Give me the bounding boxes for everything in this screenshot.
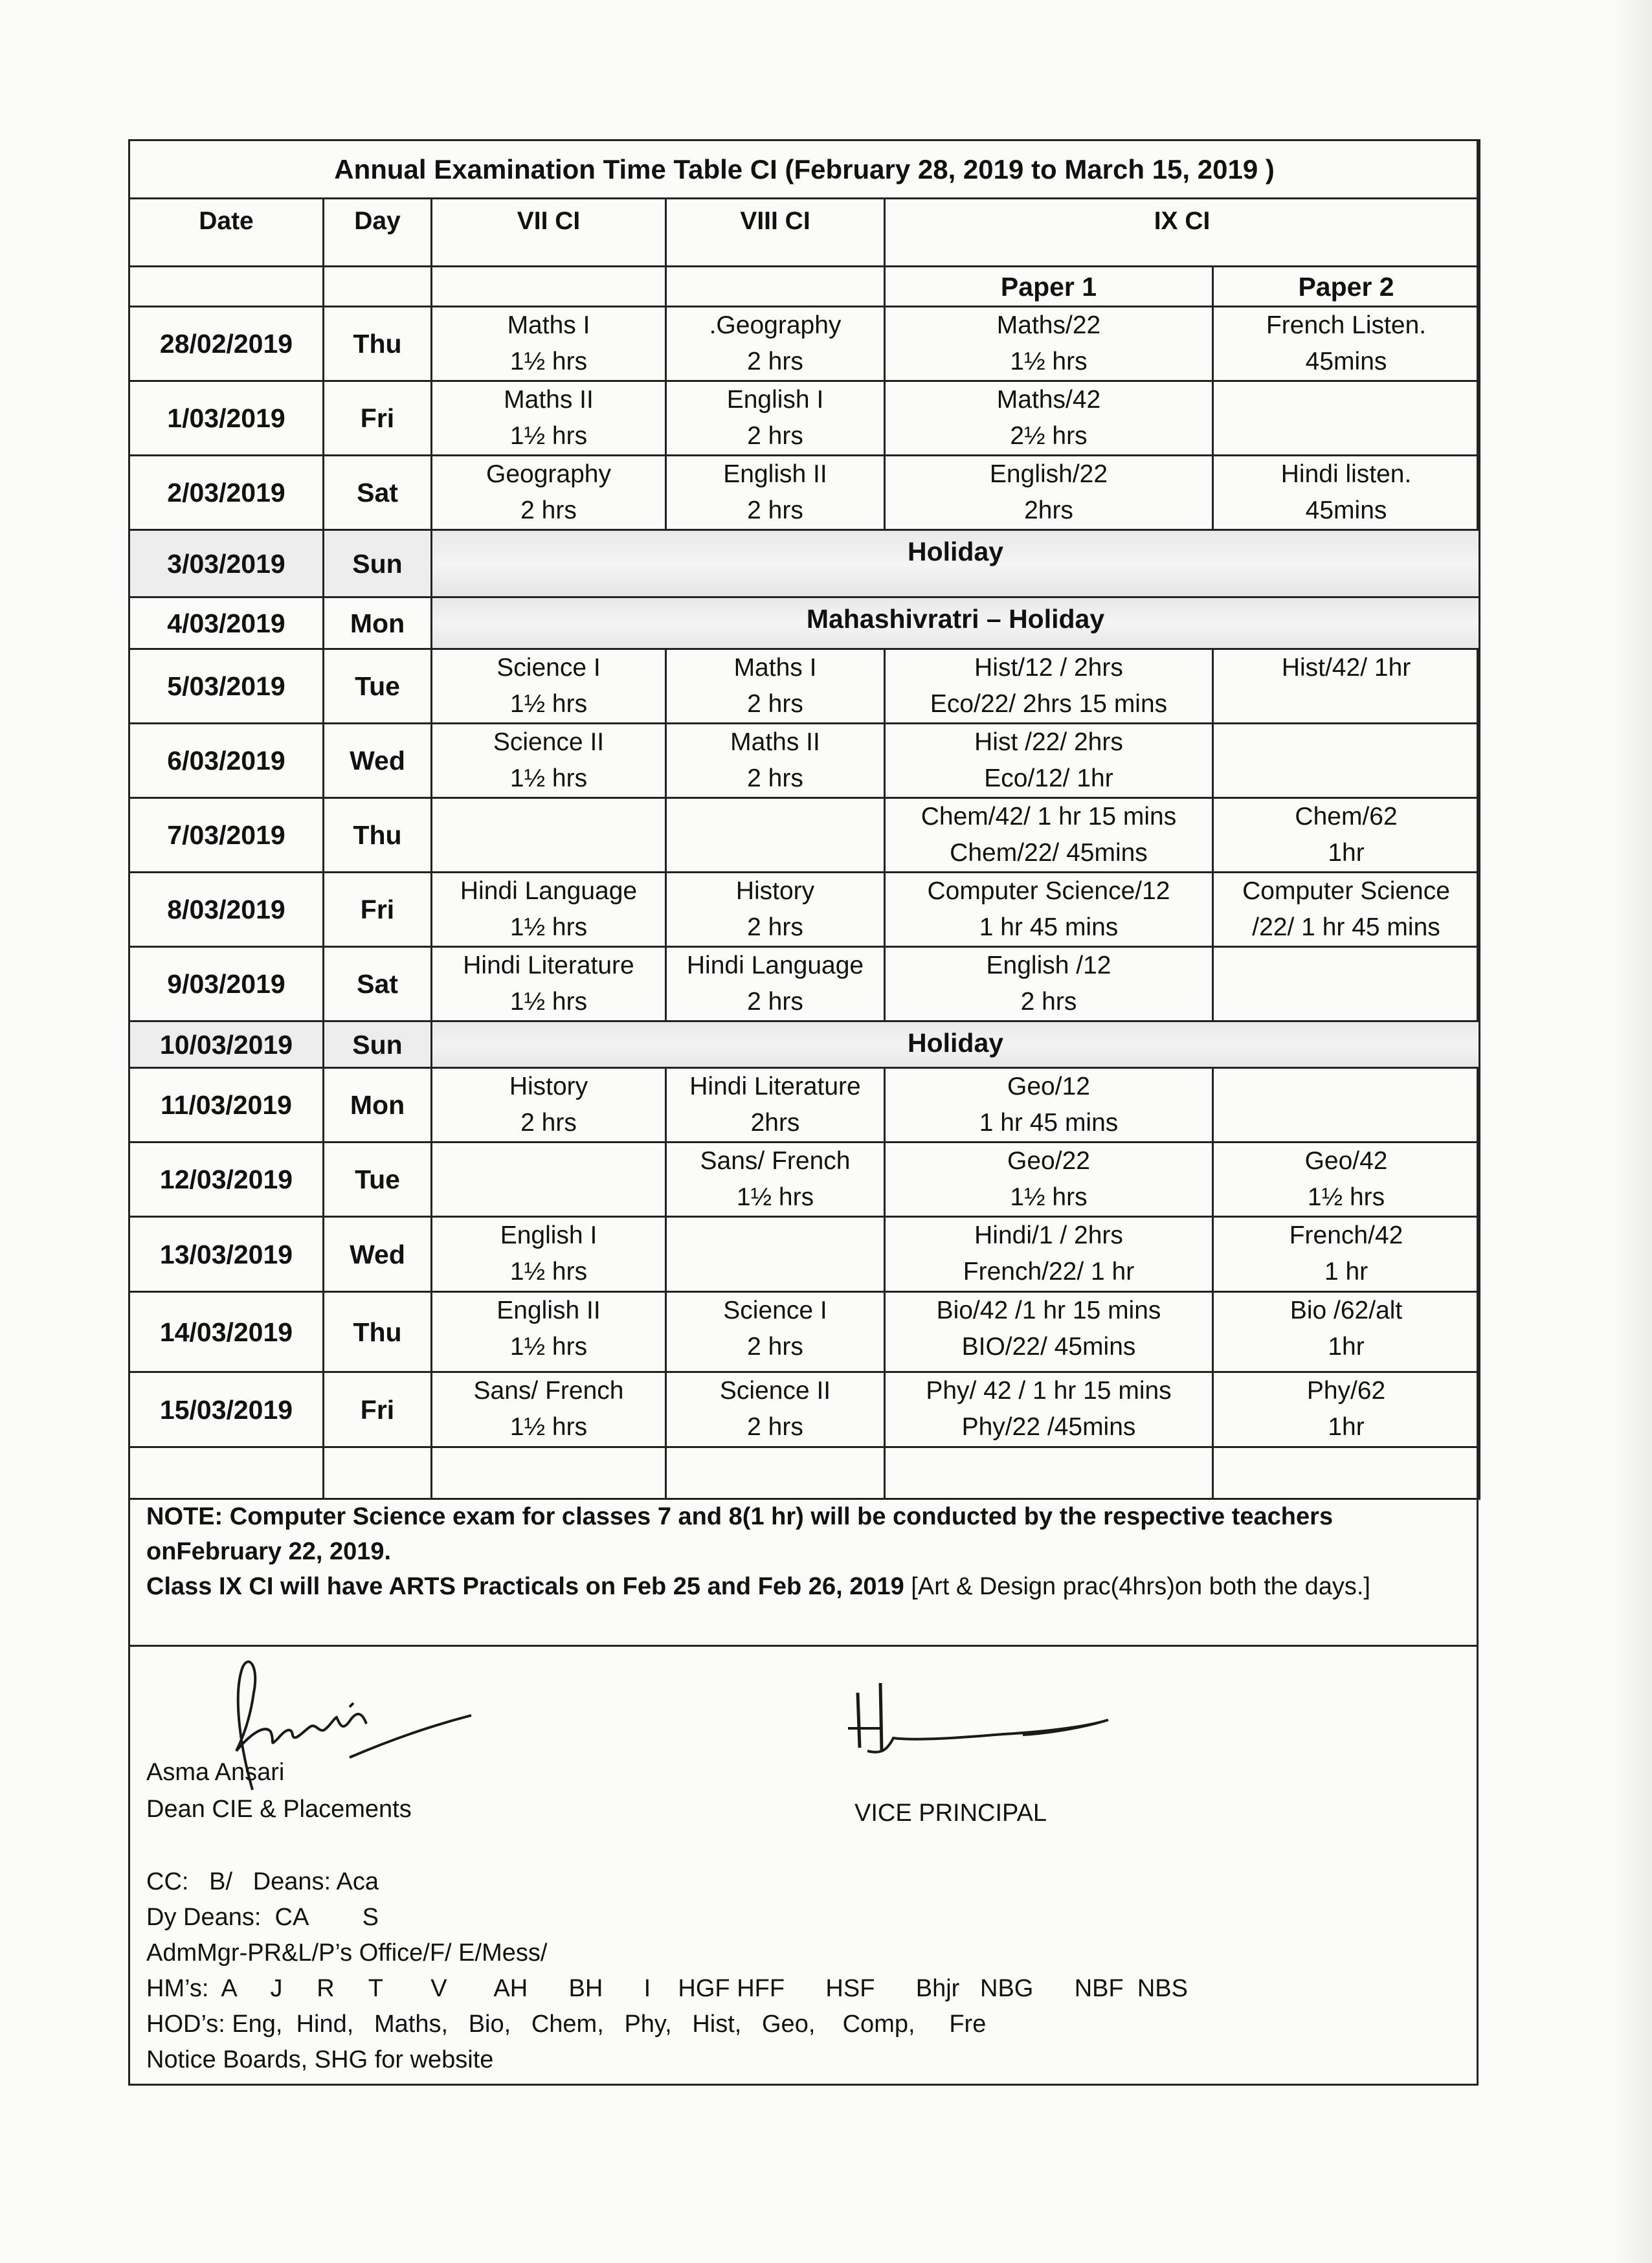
viii-ci-cell-line: 2 hrs: [747, 1413, 803, 1441]
table-row: [129, 1143, 1480, 1217]
header-date: Date: [129, 199, 324, 267]
viii-ci-cell-line: 2 hrs: [747, 764, 803, 792]
blank-cell: [324, 267, 432, 307]
vice-principal-title: VICE PRINCIPAL: [854, 1800, 1047, 1827]
viii-ci-cell: [666, 1068, 885, 1143]
table-row: [129, 530, 1480, 597]
blank-cell: [432, 1447, 666, 1499]
table-row: [129, 798, 1480, 873]
paper-1-cell: [885, 381, 1213, 456]
vii-ci-cell-line: 1½ hrs: [509, 1258, 588, 1286]
paper-1-cell-line: Geo/12: [1007, 1073, 1090, 1100]
paper-2-cell-line: [1216, 984, 1476, 1020]
table-row: [129, 1217, 1480, 1292]
note-line-3: [146, 1569, 1467, 1604]
holiday-cell: Holiday: [432, 1021, 1480, 1068]
paper-2-cell: [1213, 381, 1480, 456]
vii-ci-cell-line: Hindi Literature: [463, 952, 634, 979]
paper-2-cell: [1213, 1372, 1480, 1447]
paper-2-cell-line: 1hr: [1328, 1333, 1365, 1361]
paper-2-cell-line: Bio /62/alt: [1289, 1297, 1403, 1324]
cc-line: Notice Boards, SHG for website: [146, 2046, 494, 2073]
table-row: [129, 381, 1480, 456]
vii-ci-cell-line: 1½ hrs: [509, 988, 588, 1016]
table-row: [129, 597, 1480, 649]
blank-cell: [666, 1447, 885, 1499]
paper-2-cell: [1213, 1292, 1480, 1372]
vii-ci-cell-line: [435, 799, 662, 835]
blank-cell: [666, 267, 885, 307]
paper-2-cell: [1213, 1143, 1480, 1217]
viii-ci-cell-line: Science I: [723, 1297, 827, 1324]
note-line-2: onFebruary 22, 2019.: [146, 1538, 392, 1565]
paper-2-cell-line: [1216, 686, 1476, 722]
date-cell: 8/03/2019: [129, 873, 324, 947]
viii-ci-cell-line: 2 hrs: [747, 988, 803, 1016]
vii-ci-cell: [432, 307, 666, 381]
vii-ci-cell-line: 1½ hrs: [509, 690, 588, 718]
table-row: [129, 649, 1480, 724]
viii-ci-cell: [666, 873, 885, 947]
vii-ci-cell-line: [435, 1143, 662, 1179]
day-cell: Fri: [324, 381, 432, 456]
day-cell: Sat: [324, 947, 432, 1021]
timetable-title: Annual Examination Time Table CI (February 28, 2019 to March 15, 2019 ): [129, 140, 1480, 199]
vice-principal-signature: [842, 1680, 1126, 1764]
day-cell: Mon: [324, 1068, 432, 1143]
vii-ci-cell-line: 1½ hrs: [509, 422, 588, 450]
cc-line: HM’s: A J R T V AH BH I HGF HFF HSF Bhjr NBG NBF NBS: [146, 1975, 1188, 2002]
paper-2-cell-line: 1 hr: [1324, 1258, 1368, 1286]
paper-2-cell-line: 45mins: [1305, 348, 1387, 375]
date-cell: 9/03/2019: [129, 947, 324, 1021]
blank-cell: [1213, 1447, 1480, 1499]
viii-ci-cell: [666, 724, 885, 798]
cc-line: AdmMgr-PR&L/P’s Office/F/ E/Mess/: [146, 1939, 548, 1967]
header-ix-ci: IX CI: [885, 199, 1480, 267]
vii-ci-cell: [432, 649, 666, 724]
paper-1-cell-line: 1 hr 45 mins: [979, 913, 1119, 941]
paper-2-cell: [1213, 456, 1480, 530]
paper-1-cell-line: BIO/22/ 45mins: [961, 1333, 1136, 1361]
vii-ci-cell-line: 2 hrs: [520, 1109, 577, 1137]
day-cell: Tue: [324, 1143, 432, 1217]
paper-2-cell-line: [1216, 948, 1476, 984]
paper-2-cell-line: [1216, 761, 1476, 797]
paper-2-cell: [1213, 1217, 1480, 1292]
day-cell: Fri: [324, 873, 432, 947]
paper-1-cell-line: 1½ hrs: [1010, 348, 1088, 375]
viii-ci-cell: [666, 798, 885, 873]
holiday-cell: Holiday: [432, 530, 1480, 597]
table-row: [129, 1292, 1480, 1372]
paper-2-cell-line: French/42: [1289, 1221, 1403, 1249]
table-row: [129, 947, 1480, 1021]
paper-1-cell-line: Phy/22 /45mins: [961, 1413, 1136, 1441]
header-viii-ci: VIII CI: [666, 199, 885, 267]
day-cell: Mon: [324, 597, 432, 649]
paper-1-cell: [885, 649, 1213, 724]
paper-1-cell-line: Eco/12/ 1hr: [984, 764, 1113, 792]
day-cell: Sun: [324, 530, 432, 597]
paper-1-cell: [885, 1143, 1213, 1217]
date-cell: 14/03/2019: [129, 1292, 324, 1372]
viii-ci-cell-line: 2 hrs: [747, 496, 803, 524]
vii-ci-cell-line: English I: [500, 1221, 597, 1249]
cc-line: CC: B/ Deans: Aca: [146, 1868, 379, 1895]
vii-ci-cell: [432, 1372, 666, 1447]
vii-ci-cell: [432, 381, 666, 456]
date-cell: 15/03/2019: [129, 1372, 324, 1447]
paper-2-cell-line: Geo/42: [1304, 1147, 1388, 1175]
vii-ci-cell-line: Geography: [486, 460, 611, 488]
viii-ci-cell-line: Maths I: [733, 654, 817, 682]
paper-1-cell: [885, 798, 1213, 873]
paper-1-cell-line: Maths/22: [996, 311, 1101, 339]
viii-ci-cell: [666, 947, 885, 1021]
table-row-empty: [129, 1447, 1480, 1499]
viii-ci-cell-line: Maths II: [730, 728, 820, 756]
vii-ci-cell-line: 1½ hrs: [509, 1333, 588, 1361]
viii-ci-cell-line: 2hrs: [750, 1109, 800, 1137]
paper-1-cell-line: 2hrs: [1024, 496, 1073, 524]
note-line-1: NOTE: Computer Science exam for classes 7 and 8(1 hr) will be conducted by the respective teachers: [146, 1503, 1334, 1530]
date-cell: 10/03/2019: [129, 1021, 324, 1068]
viii-ci-cell: [666, 1143, 885, 1217]
vii-ci-cell: [432, 1143, 666, 1217]
paper-1-cell-line: 2 hrs: [1020, 988, 1077, 1016]
viii-ci-cell: [666, 1217, 885, 1292]
viii-ci-cell-line: History: [735, 877, 815, 905]
viii-ci-cell-line: 1½ hrs: [736, 1183, 814, 1211]
viii-ci-cell: [666, 1292, 885, 1372]
date-cell: 13/03/2019: [129, 1217, 324, 1292]
paper-1-cell-line: Hist /22/ 2hrs: [974, 728, 1123, 756]
viii-ci-cell-line: Sans/ French: [700, 1147, 851, 1175]
paper-2-cell-line: Computer Science: [1242, 877, 1450, 905]
viii-ci-cell-line: [669, 1218, 881, 1254]
paper-1-cell-line: 1½ hrs: [1010, 1183, 1088, 1211]
table-row: [129, 1068, 1480, 1143]
paper-1-cell-line: Computer Science/12: [927, 877, 1170, 905]
paper-1-cell-line: English/22: [989, 460, 1108, 488]
date-cell: 6/03/2019: [129, 724, 324, 798]
paper-2-cell: [1213, 798, 1480, 873]
vii-ci-cell-line: 2 hrs: [520, 496, 577, 524]
paper-2-cell: [1213, 947, 1480, 1021]
table-row: [129, 1021, 1480, 1068]
vii-ci-cell-line: Science I: [497, 654, 601, 682]
vii-ci-cell-line: 1½ hrs: [509, 913, 588, 941]
paper-2-cell-line: 1hr: [1328, 839, 1365, 867]
viii-ci-cell-line: 2 hrs: [747, 913, 803, 941]
page-edge-shadow: [1613, 0, 1652, 2263]
vii-ci-cell: [432, 1068, 666, 1143]
viii-ci-cell: [666, 456, 885, 530]
paper-1-cell-line: Bio/42 /1 hr 15 mins: [936, 1297, 1161, 1324]
paper-2-cell-line: 45mins: [1305, 496, 1387, 524]
paper-1-cell-line: Maths/42: [996, 386, 1101, 414]
vii-ci-cell-line: Sans/ French: [473, 1377, 624, 1405]
paper-1-cell: [885, 456, 1213, 530]
day-cell: Wed: [324, 724, 432, 798]
blank-cell: [129, 1447, 324, 1499]
viii-ci-cell-line: English I: [726, 386, 824, 414]
paper-1-cell-line: 2½ hrs: [1010, 422, 1088, 450]
paper-2-cell-line: 1½ hrs: [1307, 1183, 1385, 1211]
day-cell: Thu: [324, 307, 432, 381]
day-cell: Sun: [324, 1021, 432, 1068]
day-cell: Sat: [324, 456, 432, 530]
dean-name: Asma Ansari: [146, 1759, 285, 1786]
table-row: [129, 873, 1480, 947]
cc-line: HOD’s: Eng, Hind, Maths, Bio, Chem, Phy, Hist, Geo, Comp, Fre: [146, 2011, 987, 2038]
viii-ci-cell-line: [669, 799, 881, 835]
paper-1-cell-line: English /12: [986, 952, 1111, 979]
paper-1-cell-line: Geo/22: [1007, 1147, 1090, 1175]
day-cell: Fri: [324, 1372, 432, 1447]
vii-ci-cell: [432, 724, 666, 798]
note-block: [146, 1499, 1467, 1604]
paper-1-cell-line: Chem/22/ 45mins: [950, 839, 1148, 867]
blank-cell: [129, 267, 324, 307]
divider: [128, 1645, 1479, 1647]
viii-ci-cell-line: Science II: [719, 1377, 831, 1405]
viii-ci-cell: [666, 381, 885, 456]
header-day: Day: [324, 199, 432, 267]
holiday-cell: Mahashivratri – Holiday: [432, 597, 1480, 649]
vii-ci-cell-line: History: [509, 1073, 588, 1100]
date-cell: 3/03/2019: [129, 530, 324, 597]
vii-ci-cell-line: Science II: [493, 728, 605, 756]
vii-ci-cell-line: [435, 1179, 662, 1216]
viii-ci-cell: [666, 1372, 885, 1447]
date-cell: 5/03/2019: [129, 649, 324, 724]
table-row: [129, 1372, 1480, 1447]
date-cell: 12/03/2019: [129, 1143, 324, 1217]
vii-ci-cell-line: Maths II: [504, 386, 594, 414]
vii-ci-cell-line: Hindi Language: [460, 877, 638, 905]
dean-title: Dean CIE & Placements: [146, 1796, 412, 1823]
day-cell: Wed: [324, 1217, 432, 1292]
paper-1-cell-line: Hist/12 / 2hrs: [974, 654, 1123, 682]
viii-ci-cell-line: 2 hrs: [747, 422, 803, 450]
cc-line: Dy Deans: CA S: [146, 1904, 379, 1931]
viii-ci-cell-line: Hindi Literature: [689, 1073, 861, 1100]
vii-ci-cell: [432, 1292, 666, 1372]
paper-1-cell: [885, 947, 1213, 1021]
vii-ci-cell-line: 1½ hrs: [509, 1413, 588, 1441]
table-row: [129, 724, 1480, 798]
vii-ci-cell: [432, 873, 666, 947]
table-row: [129, 307, 1480, 381]
date-cell: 2/03/2019: [129, 456, 324, 530]
blank-cell: [432, 267, 666, 307]
paper-2-cell-line: /22/ 1 hr 45 mins: [1252, 913, 1440, 941]
paper-2-cell: [1213, 649, 1480, 724]
day-cell: Thu: [324, 1292, 432, 1372]
vii-ci-cell: [432, 798, 666, 873]
paper-2-cell-line: French Listen.: [1266, 311, 1427, 339]
paper-1-cell: [885, 1292, 1213, 1372]
day-cell: Tue: [324, 649, 432, 724]
paper-1-cell: [885, 1217, 1213, 1292]
header-paper-1: Paper 1: [885, 267, 1213, 307]
date-cell: 4/03/2019: [129, 597, 324, 649]
day-cell: Thu: [324, 798, 432, 873]
header-vii-ci: VII CI: [432, 199, 666, 267]
date-cell: 1/03/2019: [129, 381, 324, 456]
paper-1-cell: [885, 1068, 1213, 1143]
vii-ci-cell-line: [435, 835, 662, 871]
vii-ci-cell: [432, 456, 666, 530]
viii-ci-cell-line: 2 hrs: [747, 348, 803, 375]
paper-2-cell: [1213, 873, 1480, 947]
paper-2-cell: [1213, 307, 1480, 381]
paper-1-cell-line: Chem/42/ 1 hr 15 mins: [921, 803, 1177, 831]
paper-1-cell-line: Eco/22/ 2hrs 15 mins: [930, 690, 1168, 718]
viii-ci-cell-line: .Geography: [709, 311, 842, 339]
paper-2-cell-line: [1216, 1069, 1476, 1105]
note-line-3-bold: Class IX CI will have ARTS Practicals on Feb 25 and Feb 26, 2019: [146, 1573, 904, 1600]
viii-ci-cell-line: English II: [723, 460, 827, 488]
paper-1-cell: [885, 1372, 1213, 1447]
blank-cell: [885, 1447, 1213, 1499]
paper-2-cell-line: [1216, 1105, 1476, 1141]
vii-ci-cell-line: English II: [497, 1297, 601, 1324]
viii-ci-cell-line: [669, 835, 881, 871]
paper-1-cell-line: Phy/ 42 / 1 hr 15 mins: [926, 1377, 1172, 1405]
paper-2-cell: [1213, 1068, 1480, 1143]
paper-1-cell-line: 1 hr 45 mins: [979, 1109, 1119, 1137]
paper-2-cell-line: Hist/42/ 1hr: [1281, 654, 1411, 682]
paper-1-cell-line: French/22/ 1 hr: [963, 1258, 1135, 1286]
paper-1-cell: [885, 724, 1213, 798]
paper-2-cell-line: Phy/62: [1306, 1377, 1386, 1405]
note-line-3-rest: [Art & Design prac(4hrs)on both the days.]: [904, 1573, 1370, 1600]
blank-cell: [324, 1447, 432, 1499]
paper-2-cell-line: Chem/62: [1295, 803, 1398, 831]
viii-ci-cell: [666, 307, 885, 381]
paper-1-cell-line: Hindi/1 / 2hrs: [974, 1221, 1123, 1249]
exam-timetable: [128, 139, 1480, 1500]
table-row: [129, 456, 1480, 530]
paper-2-cell: [1213, 724, 1480, 798]
vii-ci-cell: [432, 947, 666, 1021]
viii-ci-cell-line: Hindi Language: [686, 952, 864, 979]
date-cell: 7/03/2019: [129, 798, 324, 873]
vii-ci-cell-line: 1½ hrs: [509, 348, 588, 375]
paper-2-cell-line: [1216, 418, 1476, 454]
paper-2-cell-line: Hindi listen.: [1280, 460, 1412, 488]
date-cell: 11/03/2019: [129, 1068, 324, 1143]
viii-ci-cell-line: 2 hrs: [747, 1333, 803, 1361]
paper-2-cell-line: [1216, 382, 1476, 418]
header-paper-2: Paper 2: [1213, 267, 1480, 307]
viii-ci-cell-line: [669, 1254, 881, 1290]
paper-1-cell: [885, 307, 1213, 381]
paper-2-cell-line: [1216, 724, 1476, 761]
paper-1-cell: [885, 873, 1213, 947]
cc-list: [146, 1864, 1467, 2078]
paper-2-cell-line: 1hr: [1328, 1413, 1365, 1441]
viii-ci-cell: [666, 649, 885, 724]
vii-ci-cell-line: 1½ hrs: [509, 764, 588, 792]
vii-ci-cell: [432, 1217, 666, 1292]
viii-ci-cell-line: 2 hrs: [747, 690, 803, 718]
date-cell: 28/02/2019: [129, 307, 324, 381]
vii-ci-cell-line: Maths I: [507, 311, 590, 339]
